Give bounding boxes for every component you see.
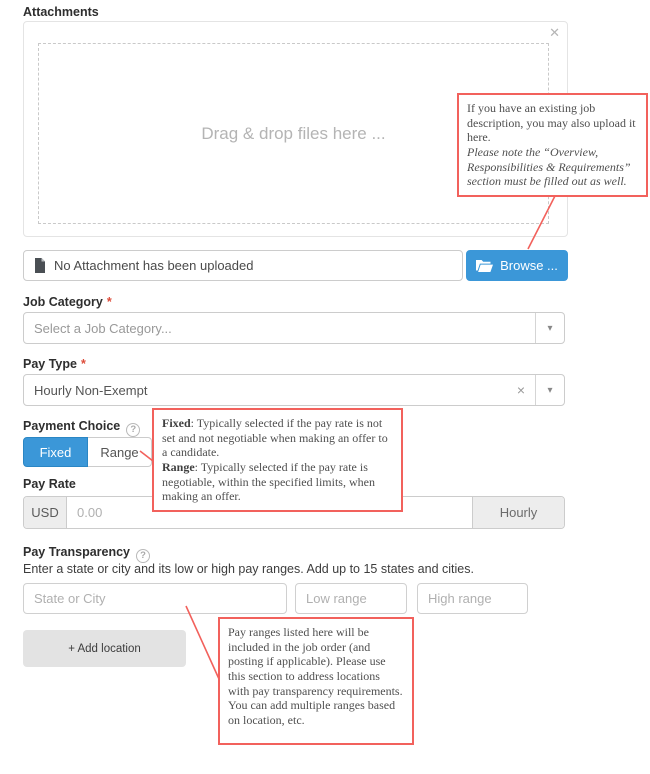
low-range-input[interactable] [295,583,407,614]
clear-icon[interactable]: × [516,382,525,398]
pay-transparency-label [23,545,150,563]
pay-type-label-text: Pay Type [23,357,77,371]
attachment-status-text: No Attachment has been uploaded [54,258,254,273]
chevron-down-icon[interactable]: ▾ [547,322,553,334]
pay-transparency-description: Enter a state or city and its low or high pay ranges. Add up to 15 states and cities. [23,562,474,576]
payment-annotation-fixed [162,416,393,460]
job-category-placeholder: Select a Job Category... [34,320,172,336]
pay-rate-label-text: Pay Rate [23,477,76,491]
browse-button[interactable] [466,250,568,281]
payment-choice-label-text: Payment Choice [23,419,121,433]
upload-annotation-text: If you have an existing job description, you may also upload it here. [467,101,636,145]
browse-label: Browse ... [500,258,558,273]
payment-annotation-range-text: : Typically selected if the pay rate is negotiable, within the specified limits, when making an offer. [162,459,375,504]
job-category-label-text: Job Category [23,295,103,309]
attachments-label-text: Attachments [23,5,99,19]
high-range-input[interactable] [417,583,528,614]
attachments-label [23,5,99,19]
job-category-select[interactable] [23,312,565,344]
close-icon[interactable]: ✕ [549,25,560,40]
currency-addon: USD [24,497,67,528]
pay-transparency-annotation [218,617,414,745]
required-asterisk: * [80,357,86,371]
job-category-label [23,295,112,309]
pay-type-label [23,357,86,371]
folder-open-icon [476,259,493,272]
pay-unit-addon: Hourly [472,497,564,528]
attachment-status-box [23,250,463,281]
payment-choice-range-button[interactable]: Range [88,437,152,467]
pay-transparency-annotation-text: Pay ranges listed here will be included in the job order (and posting if applicable). Please use this section to address locations with pay transparency requirements. You can add multiple ranges based on location, etc. [228,625,403,727]
payment-annotation-fixed-text: : Typically selected if the pay rate is not set and not negotiable when making an offer to a candidate. [162,416,388,460]
required-asterisk: * [106,295,112,309]
add-location-button[interactable]: + Add location [23,630,186,667]
help-icon[interactable]: ? [136,549,150,563]
pay-rate-label [23,477,76,491]
pay-transparency-label-text: Pay Transparency [23,545,131,559]
payment-choice-toggle [23,437,152,467]
payment-choice-label [23,419,140,437]
payment-choice-annotation [152,408,403,512]
pay-type-value: Hourly Non-Exempt [34,382,148,398]
file-icon [34,258,46,273]
payment-annotation-range [162,460,393,504]
upload-annotation-note: Please note the “Overview, Responsibilities & Requirements” section must be filled out as well. [467,144,631,189]
help-icon[interactable]: ? [126,423,140,437]
payment-annotation-fixed-term: Fixed [162,416,191,430]
dropzone-text: Drag & drop files here ... [201,123,386,143]
pay-type-select[interactable] [23,374,565,406]
payment-choice-fixed-button[interactable]: Fixed [23,437,88,467]
chevron-down-icon[interactable]: ▾ [547,384,553,396]
state-or-city-input[interactable] [23,583,287,614]
upload-annotation [457,93,648,197]
payment-annotation-range-term: Range [162,459,195,474]
